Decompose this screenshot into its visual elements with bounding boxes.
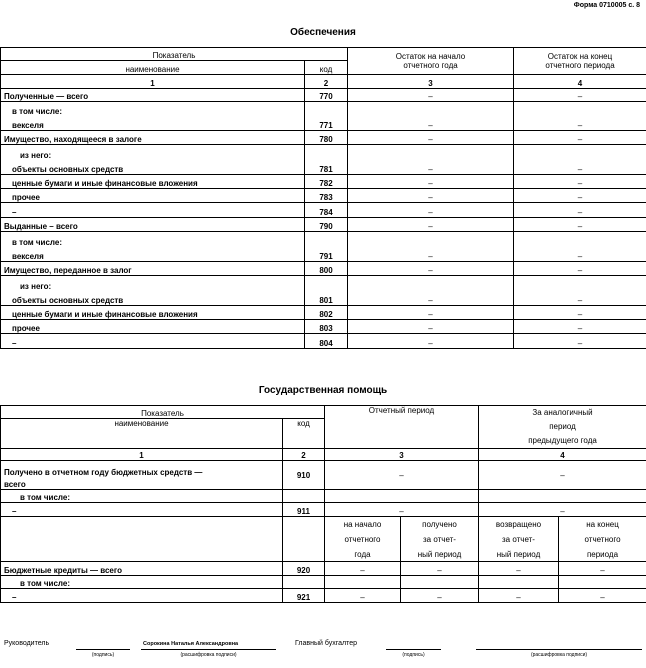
row-end-value: –: [514, 102, 646, 131]
row-label: Имущество, находящееся в залоге: [1, 131, 305, 145]
row-label: –: [1, 334, 305, 349]
name-header: наименование: [1, 419, 283, 449]
end-balance-header: Остаток на конец отчетного периода: [514, 48, 646, 75]
row-start-value: –: [348, 262, 514, 276]
row-code: [283, 576, 325, 589]
table-row: [1, 490, 646, 503]
column-number: 2: [305, 75, 348, 89]
row-label: прочее: [1, 320, 305, 334]
row-code: 790: [305, 218, 348, 232]
row-start-value: –: [348, 232, 514, 262]
row-code: 804: [305, 334, 348, 349]
row-start-value: –: [348, 320, 514, 334]
row-label: в том числе:: [1, 490, 283, 503]
accountant-signature-line: [386, 649, 441, 650]
column-number: 2: [283, 449, 325, 461]
head-name: Сорокина Наталья Александровна: [143, 641, 239, 647]
row-end-value: –: [514, 175, 646, 189]
table-row: [1, 334, 646, 349]
table-row: [1, 262, 646, 276]
row-value: –: [559, 562, 646, 576]
row-label: ценные бумаги и иные финансовые вложения: [1, 175, 305, 189]
row-start-value: –: [348, 131, 514, 145]
row-end-value: –: [514, 320, 646, 334]
sub-header-blank: [1, 517, 283, 562]
row-label: Бюджетные кредиты — всего: [1, 562, 283, 576]
row-start-value: –: [348, 203, 514, 218]
sub-header-returned: возвращено за отчет- ный период: [479, 517, 559, 562]
row-label-item: объекты основных средств: [12, 165, 124, 174]
column-number: 4: [514, 75, 646, 89]
row-label-sub: в том числе:: [12, 238, 62, 247]
row-label: в том числе:: [1, 576, 283, 589]
row-label-sub: в том числе:: [12, 107, 62, 116]
row-label: Имущество, переданное в залог: [1, 262, 305, 276]
sub-header-blank: [283, 517, 325, 562]
prev-period-header: За аналогичный период предыдущего года: [479, 406, 646, 449]
table-row: [1, 89, 646, 102]
row-value: –: [479, 589, 559, 603]
row-start-value: –: [348, 218, 514, 232]
row-code: 800: [305, 262, 348, 276]
period-header: Отчетный период: [325, 406, 479, 449]
table-row: [1, 320, 646, 334]
sub-header-start: на начало отчетного года: [325, 517, 401, 562]
column-number: 3: [325, 449, 479, 461]
row-code: 780: [305, 131, 348, 145]
row-period-value: –: [325, 461, 479, 490]
table-row: [1, 175, 646, 189]
column-number: 4: [479, 449, 646, 461]
head-name-line: [141, 649, 276, 650]
row-end-value: –: [514, 262, 646, 276]
row-label-item: векселя: [12, 121, 44, 130]
row-prev-value: –: [479, 461, 646, 490]
code-header: код: [305, 61, 348, 75]
table-row: [1, 503, 646, 517]
row-label: Получено в отчетном году бюджетных средств — всего: [1, 461, 283, 490]
row-code: 802: [305, 306, 348, 320]
row-end-value: –: [514, 145, 646, 175]
table-row: [1, 102, 646, 131]
row-value: –: [479, 562, 559, 576]
row-code: 784: [305, 203, 348, 218]
indicator-header: Показатель: [1, 48, 348, 61]
row-code: 791: [305, 232, 348, 262]
row-end-value: –: [514, 334, 646, 349]
row-value: [401, 576, 479, 589]
row-value: –: [401, 562, 479, 576]
head-name-caption: (расшифровка подписи): [180, 652, 237, 658]
code-header: код: [283, 419, 325, 449]
row-label: [1, 102, 305, 131]
table-row: [1, 232, 646, 262]
row-code: [283, 490, 325, 503]
row-period-value: –: [325, 503, 479, 517]
row-value: –: [401, 589, 479, 603]
column-number: 1: [1, 75, 305, 89]
accountant-signature-caption: (подпись): [402, 652, 425, 658]
row-code: 911: [283, 503, 325, 517]
row-label: –: [1, 589, 283, 603]
row-start-value: –: [348, 145, 514, 175]
table-row: [1, 562, 646, 576]
row-value: –: [325, 589, 401, 603]
row-code: 770: [305, 89, 348, 102]
row-value: [559, 576, 646, 589]
row-start-value: –: [348, 102, 514, 131]
row-label: [1, 145, 305, 175]
row-label: [1, 232, 305, 262]
table-row: [1, 589, 646, 603]
name-header: наименование: [1, 61, 305, 75]
row-code: 921: [283, 589, 325, 603]
row-value: [325, 576, 401, 589]
column-number: 1: [1, 449, 283, 461]
table-row: [1, 576, 646, 589]
row-end-value: –: [514, 131, 646, 145]
row-label: [1, 276, 305, 306]
row-code: 801: [305, 276, 348, 306]
accountant-label: Главный бухгалтер: [295, 640, 357, 647]
aid-table: [0, 405, 646, 603]
row-label-item: векселя: [12, 252, 44, 261]
sub-header-received: получено за отчет- ный период: [401, 517, 479, 562]
security-section-title: Обеспечения: [290, 27, 356, 38]
row-end-value: –: [514, 306, 646, 320]
table-row: [1, 131, 646, 145]
row-start-value: –: [348, 334, 514, 349]
row-label: –: [1, 503, 283, 517]
sub-header-end: на конец отчетного периода: [559, 517, 646, 562]
head-signature-line: [76, 649, 130, 650]
table-row: [1, 276, 646, 306]
row-end-value: –: [514, 89, 646, 102]
row-start-value: –: [348, 189, 514, 203]
row-code: 782: [305, 175, 348, 189]
row-start-value: –: [348, 175, 514, 189]
table-row: [1, 145, 646, 175]
row-value: –: [325, 562, 401, 576]
row-value: –: [559, 589, 646, 603]
head-signature-caption: (подпись): [91, 652, 115, 658]
row-value: [479, 576, 559, 589]
table-row: [1, 203, 646, 218]
row-label-sub: из него:: [20, 282, 52, 291]
row-label-sub: из него:: [20, 151, 52, 160]
row-label: прочее: [1, 189, 305, 203]
table-row: [1, 189, 646, 203]
row-label: ценные бумаги и иные финансовые вложения: [1, 306, 305, 320]
row-code: 771: [305, 102, 348, 131]
table-row: [1, 306, 646, 320]
table-row: [1, 461, 646, 490]
row-code: 803: [305, 320, 348, 334]
accountant-name-line: [476, 649, 642, 650]
row-end-value: –: [514, 189, 646, 203]
row-start-value: –: [348, 89, 514, 102]
row-end-value: –: [514, 276, 646, 306]
row-code: 781: [305, 145, 348, 175]
head-label: Руководитель: [4, 640, 50, 647]
security-table: [0, 47, 646, 349]
form-code: Форма 0710005 с. 8: [573, 2, 640, 9]
row-end-value: –: [514, 232, 646, 262]
aid-section-title: Государственная помощь: [258, 385, 388, 396]
row-code: 920: [283, 562, 325, 576]
row-label: Выданные – всего: [1, 218, 305, 232]
column-number: 3: [348, 75, 514, 89]
start-balance-header: Остаток на начало отчетного года: [348, 48, 514, 75]
row-start-value: –: [348, 276, 514, 306]
row-code: 783: [305, 189, 348, 203]
row-period-value: [325, 490, 479, 503]
row-prev-value: [479, 490, 646, 503]
row-label: –: [1, 203, 305, 218]
indicator-header: Показатель: [1, 406, 325, 419]
table-row: [1, 218, 646, 232]
accountant-name-caption: (расшифровка подписи): [530, 652, 588, 658]
row-prev-value: –: [479, 503, 646, 517]
row-end-value: –: [514, 218, 646, 232]
row-label-item: объекты основных средств: [12, 296, 124, 305]
row-code: 910: [283, 461, 325, 490]
row-label: Полученные — всего: [1, 89, 305, 102]
row-start-value: –: [348, 306, 514, 320]
row-end-value: –: [514, 203, 646, 218]
